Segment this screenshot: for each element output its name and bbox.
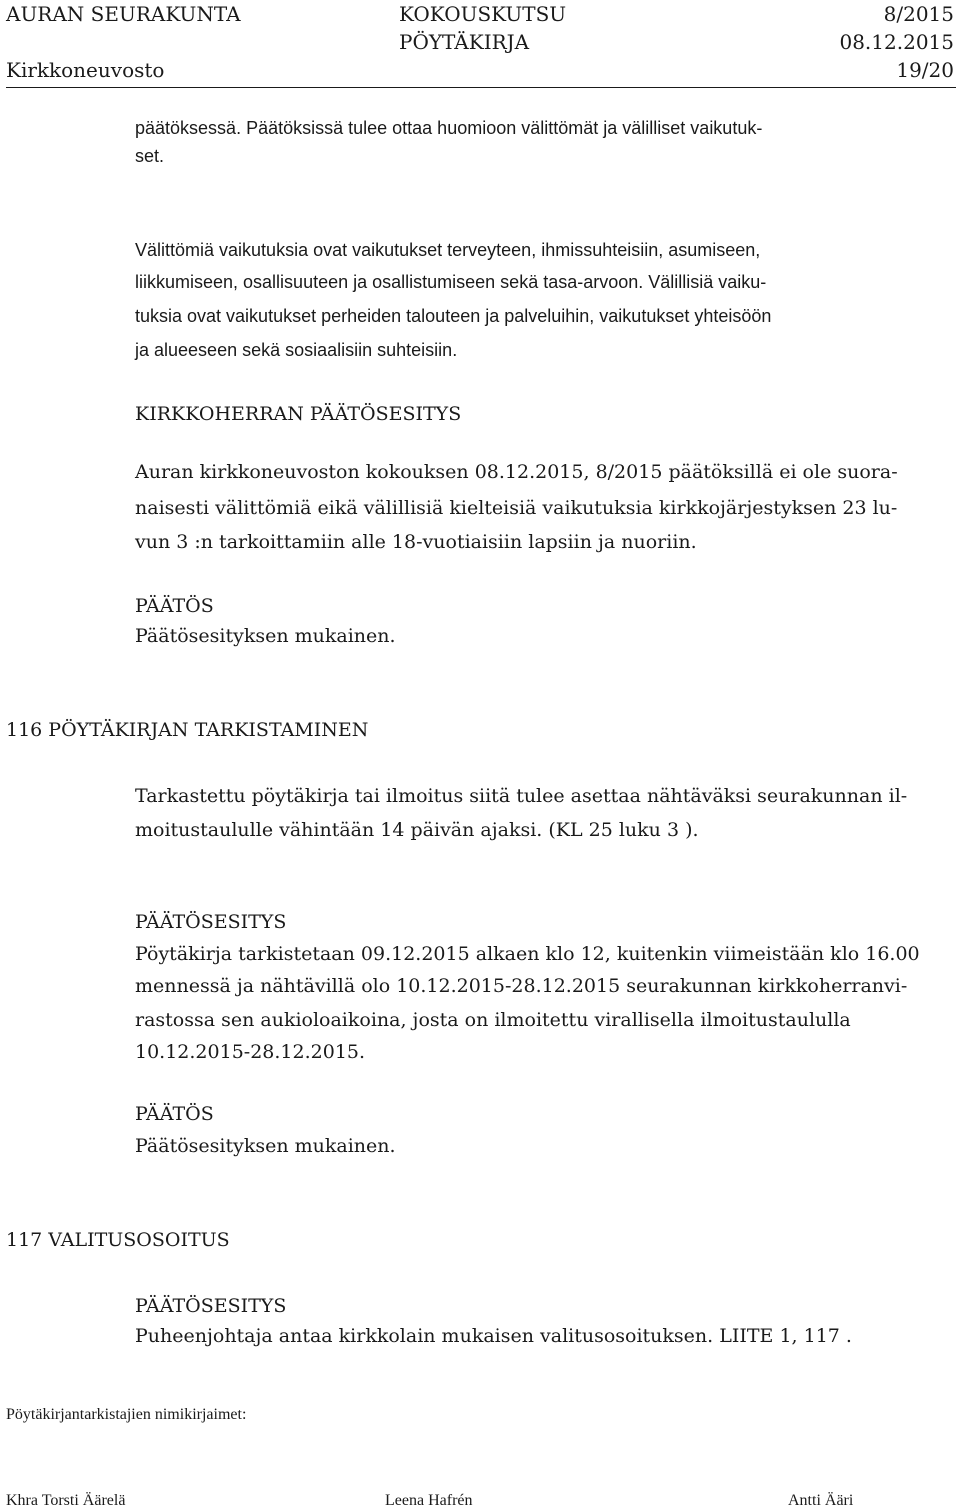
proposal-line-1: Auran kirkkoneuvoston kokouksen 08.12.2015, 8/2015 päätöksillä ei ole suora-	[135, 461, 898, 483]
intro-line-2: set.	[135, 146, 165, 166]
header-page-number: 19/20	[896, 58, 954, 82]
section-117-proposal-heading: PÄÄTÖSESITYS	[135, 1295, 287, 1317]
section-116-proposal-line-2: mennessä ja nähtävillä olo 10.12.2015-28.12.2015 seurakunnan kirkkoherranvi-	[135, 975, 908, 997]
decision-text: Päätösesityksen mukainen.	[135, 625, 396, 647]
proposal-heading: KIRKKOHERRAN PÄÄTÖSESITYS	[135, 403, 462, 425]
footer-signer-1: Khra Torsti Äärelä	[6, 1492, 126, 1509]
section-116-decision-text: Päätösesityksen mukainen.	[135, 1135, 396, 1157]
section-116-proposal-line-1: Pöytäkirja tarkistetaan 09.12.2015 alkaen klo 12, kuitenkin viimeistään klo 16.00	[135, 943, 920, 965]
impacts-line-4: ja alueeseen sekä sosiaalisiin suhteisiin.	[135, 340, 458, 360]
proposal-line-2: naisesti välittömiä eikä välillisiä kielteisiä vaikutuksia kirkkojärjestyksen 23 lu-	[135, 497, 898, 519]
section-116-proposal-line-4: 10.12.2015-28.12.2015.	[135, 1041, 366, 1063]
section-116-proposal-line-3: rastossa sen aukioloaikoina, josta on ilmoitettu virallisella ilmoitustaululla	[135, 1009, 851, 1031]
section-117-proposal-text: Puheenjohtaja antaa kirkkolain mukaisen valitusosoituksen. LIITE 1, 117 .	[135, 1325, 852, 1347]
decision-heading: PÄÄTÖS	[135, 595, 214, 617]
impacts-line-3: tuksia ovat vaikutukset perheiden talouteen ja palveluihin, vaikutukset yhteisöön	[135, 306, 772, 326]
proposal-line-3: vun 3 :n tarkoittamiin alle 18-vuotiaisiin lapsiin ja nuoriin.	[135, 531, 697, 553]
section-117-title: 117 VALITUSOSOITUS	[6, 1229, 230, 1251]
footer-signer-3: Antti Ääri	[788, 1492, 854, 1509]
impacts-line-1: Välittömiä vaikutuksia ovat vaikutukset terveyteen, ihmissuhteisiin, asumiseen,	[135, 240, 761, 260]
header-doc-type: KOKOUSKUTSU	[399, 2, 567, 26]
section-116-decision-heading: PÄÄTÖS	[135, 1103, 214, 1125]
footer-label: Pöytäkirjantarkistajien nimikirjaimet:	[6, 1406, 247, 1423]
header-number: 8/2015	[883, 2, 954, 26]
footer-signer-2: Leena Hafrén	[385, 1492, 473, 1509]
intro-line-1: päätöksessä. Päätöksissä tulee ottaa huomioon välittömät ja välilliset vaikutuk-	[135, 118, 763, 138]
impacts-line-2: liikkumiseen, osallisuuteen ja osallistumiseen sekä tasa-arvoon. Välillisiä vaiku-	[135, 272, 767, 292]
section-116-line-1: Tarkastettu pöytäkirja tai ilmoitus siitä tulee asettaa nähtäväksi seurakunnan il-	[135, 785, 908, 807]
header-org: AURAN SEURAKUNTA	[6, 2, 241, 26]
section-116-title: 116 PÖYTÄKIRJAN TARKISTAMINEN	[6, 719, 369, 741]
header-body-name: Kirkkoneuvosto	[6, 58, 165, 82]
header-rule	[6, 87, 956, 88]
header-doc-subtype: PÖYTÄKIRJA	[399, 30, 530, 54]
section-116-line-2: moitustaululle vähintään 14 päivän ajaksi. (KL 25 luku 3 ).	[135, 819, 699, 841]
header-date: 08.12.2015	[839, 30, 954, 54]
section-116-proposal-heading: PÄÄTÖSESITYS	[135, 911, 287, 933]
